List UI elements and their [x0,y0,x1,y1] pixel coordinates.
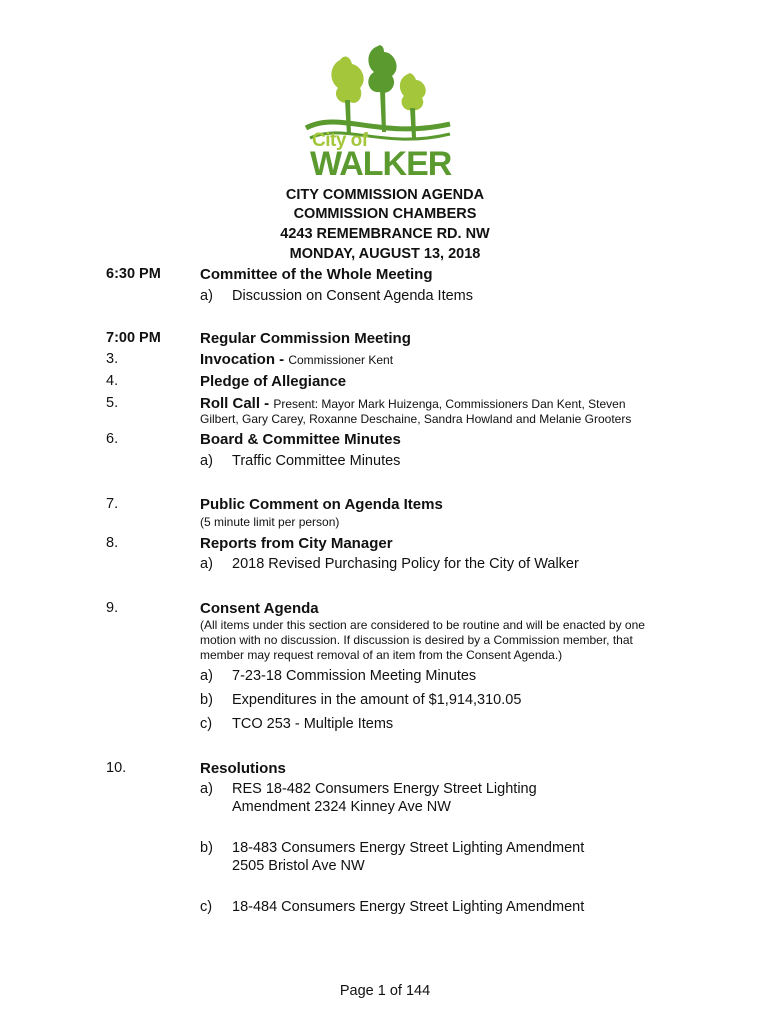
reports-item-a [200,556,579,572]
consent-title: Consent Agenda [200,600,319,617]
consent-note-line2: motion with no discussion. If discussion is desired by a Commission member, that [200,633,633,647]
item-text: 7-23-18 Commission Meeting Minutes [232,668,477,684]
item-letter: b) [200,692,213,708]
item-letter: c) [200,716,213,732]
item-text: Discussion on Consent Agenda Items [232,288,473,304]
pledge-title: Pledge of Allegiance [200,373,347,390]
pledge-number: 4. [106,373,119,389]
invocation-title [200,351,393,368]
agenda-title: CITY COMMISSION AGENDA [285,187,485,203]
item-letter: a) [200,668,213,684]
cow-title: Committee of the Whole Meeting [200,266,433,283]
item-letter: b) [200,840,213,856]
page-number: Page 1 of 144 [339,983,431,999]
item-text: 2018 Revised Purchasing Policy for the City of Walker [232,556,579,572]
reports-number: 8. [106,535,119,551]
resolutions-item-b-line1: 18-483 Consumers Energy Street Lighting Amendment [232,840,585,856]
consent-number: 9. [106,600,119,616]
rollcall-note-line2: Gilbert, Gary Carey, Roxanne Deschaine, Sandra Howland and Melanie Grooters [200,412,632,426]
item-letter: a) [200,453,213,469]
consent-item-c [200,716,393,732]
tree-center-icon [368,45,396,93]
resolutions-item-b-letter [200,840,232,856]
item-text: Traffic Committee Minutes [232,453,401,469]
cow-item-a [200,288,473,304]
consent-note-line3: member may request removal of an item from the Consent Agenda.) [200,648,563,662]
item-text: TCO 253 - Multiple Items [232,716,394,732]
reports-title: Reports from City Manager [200,535,393,552]
public-number: 7. [106,496,119,512]
rollcall-title [200,395,626,412]
minutes-number: 6. [106,431,119,447]
rollcall-note-line1: Present: Mayor Mark Huizenga, Commissioners Dan Kent, Steven [273,397,626,411]
item-letter: a) [200,288,213,304]
logo-text-city-of: City of [312,130,368,151]
resolutions-item-c-letter [200,899,232,915]
location-name: COMMISSION CHAMBERS [293,206,477,222]
tree-right-icon [400,73,426,110]
invocation-label: Invocation - [200,351,285,368]
resolutions-title: Resolutions [200,760,286,777]
resolutions-item-c-line1: 18-484 Consumers Energy Street Lighting Amendment [232,899,585,915]
minutes-title: Board & Committee Minutes [200,431,401,448]
logo-text-walker: WALKER [310,145,452,183]
tree-left-icon [331,57,363,103]
resolutions-number: 10. [106,760,127,776]
cow-time: 6:30 PM [106,266,161,282]
rollcall-number: 5. [106,395,119,411]
item-text: Expenditures in the amount of $1,914,310.05 [232,692,522,708]
meeting-date: MONDAY, AUGUST 13, 2018 [289,246,481,262]
consent-item-b [200,692,521,708]
public-title: Public Comment on Agenda Items [200,496,443,513]
minutes-item-a [200,453,400,469]
resolutions-item-a-line1: RES 18-482 Consumers Energy Street Lighting [232,781,537,797]
resolutions-item-a-letter [200,781,232,797]
item-letter: a) [200,556,213,572]
rollcall-label: Roll Call - [200,395,270,412]
consent-item-a [200,668,476,684]
resolutions-item-a-line2: Amendment 2324 Kinney Ave NW [232,799,451,815]
invocation-note: Commissioner Kent [288,353,394,367]
address: 4243 REMEMBRANCE RD. NW [280,226,490,242]
regular-time: 7:00 PM [106,330,161,346]
public-note: (5 minute limit per person) [200,515,340,529]
resolutions-item-b-line2: 2505 Bristol Ave NW [232,858,365,874]
invocation-number: 3. [106,351,119,367]
regular-title: Regular Commission Meeting [200,330,411,347]
consent-note [200,618,670,663]
item-letter: a) [200,781,213,797]
item-letter: c) [200,899,213,915]
consent-note-line1: (All items under this section are considered to be routine and will be enacted by one [200,618,645,632]
